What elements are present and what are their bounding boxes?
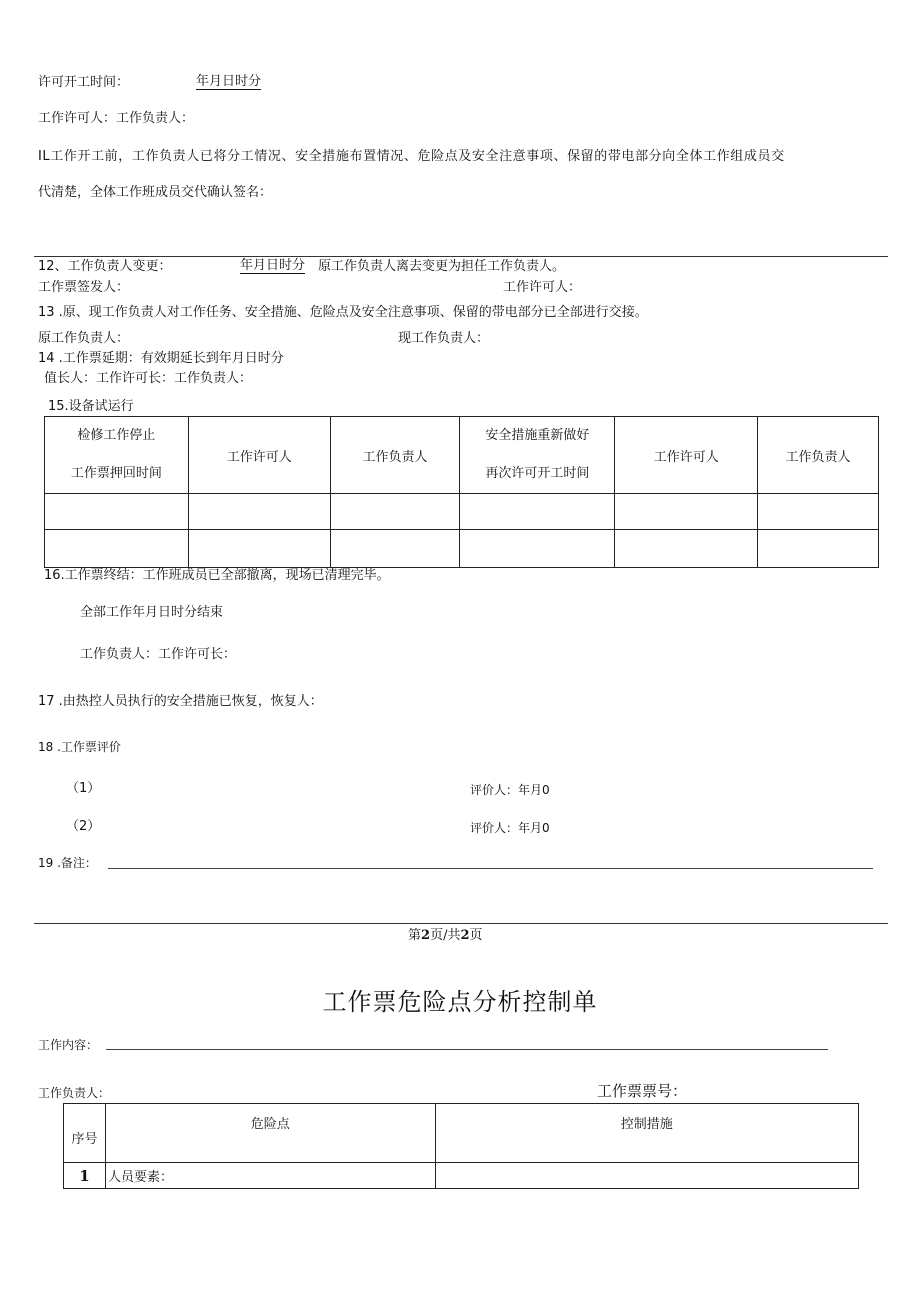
hazard-row[interactable] <box>64 1163 859 1189</box>
page-number: 第2页/共2页 <box>408 928 483 943</box>
hazard-table <box>63 1103 859 1189</box>
trial-run-title: 15.设备试运行 <box>48 399 134 414</box>
header-permitter: 工作许可人 <box>188 417 330 494</box>
header-permitter-2: 工作许可人 <box>615 417 758 494</box>
work-content-field[interactable] <box>106 1049 828 1050</box>
termination-text: 16.工作票终结：工作班成员已全部撤离，现场已清理完毕。 <box>44 568 390 583</box>
evaluation-item-num: （1） <box>66 781 101 796</box>
header-hazard: 危险点 <box>105 1104 435 1163</box>
divider <box>34 256 888 257</box>
leader-change-time[interactable]: 年月日时分 <box>240 258 306 273</box>
leader-change-label: 12、工作负责人变更： <box>38 259 172 274</box>
termination-time[interactable]: 全部工作年月日时分结束 <box>80 605 224 620</box>
extension-text[interactable]: 14 .工作票延期：有效期延长到年月日时分 <box>38 351 284 366</box>
header-measures: 控制措施 <box>435 1104 858 1163</box>
trial-run-header-row <box>45 417 879 494</box>
hazard-header-row <box>64 1104 859 1163</box>
ticket-issuer[interactable]: 工作票签发人： <box>38 280 130 295</box>
handover-text: 13 .原、现工作负责人对工作任务、安全措施、危险点及安全注意事项、保留的带电部分已全部进行交接。 <box>38 305 648 320</box>
ticket-permitter[interactable]: 工作许可人： <box>503 280 582 295</box>
work-content-label: 工作内容： <box>38 1038 99 1052</box>
control-sheet-title: 工作票危险点分析控制单 <box>322 988 598 1016</box>
evaluation-title: 18 .工作票评价 <box>38 740 121 754</box>
trial-run-row[interactable] <box>45 530 879 568</box>
header-stop-time: 检修工作停止 工作票押回时间 <box>45 417 189 494</box>
extension-signers[interactable]: 值长人：工作许可长：工作负责人： <box>44 371 253 386</box>
row-seq: 1 <box>64 1163 106 1189</box>
permit-start-value[interactable]: 年月日时分 <box>196 74 262 89</box>
page-divider <box>34 923 888 924</box>
old-leader[interactable]: 原工作负责人： <box>38 331 130 346</box>
evaluation-item-evaluator[interactable]: 评价人：年月0 <box>470 783 550 797</box>
work-leader-label[interactable]: 工作负责人： <box>38 1086 111 1100</box>
header-seq: 序号 <box>64 1104 106 1163</box>
trial-run-row[interactable] <box>45 494 879 530</box>
evaluation-item-evaluator[interactable]: 评价人：年月0 <box>470 821 550 835</box>
row-measures[interactable] <box>435 1163 858 1189</box>
restore-text[interactable]: 17 .由热控人员执行的安全措施已恢复，恢复人： <box>38 694 323 709</box>
new-leader[interactable]: 现工作负责人： <box>398 331 490 346</box>
trial-run-table <box>44 416 879 568</box>
permit-signers[interactable]: 工作许可人：工作负责人： <box>38 111 195 126</box>
permit-start-label: 许可开工时间： <box>38 75 130 90</box>
row-hazard[interactable]: 人员要素： <box>105 1163 435 1189</box>
header-leader: 工作负责人 <box>330 417 460 494</box>
remarks-label: 19 .备注： <box>38 856 97 870</box>
ticket-number-label[interactable]: 工作票票号： <box>597 1082 688 1100</box>
header-leader-2: 工作负责人 <box>758 417 879 494</box>
evaluation-item-num: （2） <box>66 819 101 834</box>
leader-change-text: 原工作负责人离去变更为担任工作负责人。 <box>318 259 566 274</box>
header-restart-time: 安全措施重新做好 再次许可开工时间 <box>460 417 615 494</box>
remarks-field[interactable] <box>108 868 873 869</box>
briefing-line-2[interactable]: 代清楚，全体工作班成员交代确认签名： <box>38 185 273 200</box>
termination-signers[interactable]: 工作负责人：工作许可长： <box>80 647 237 662</box>
briefing-line-1: IL工作开工前，工作负责人已将分工情况、安全措施布置情况、危险点及安全注意事项、保留的带电部分向全体工作组成员交 <box>38 149 785 164</box>
